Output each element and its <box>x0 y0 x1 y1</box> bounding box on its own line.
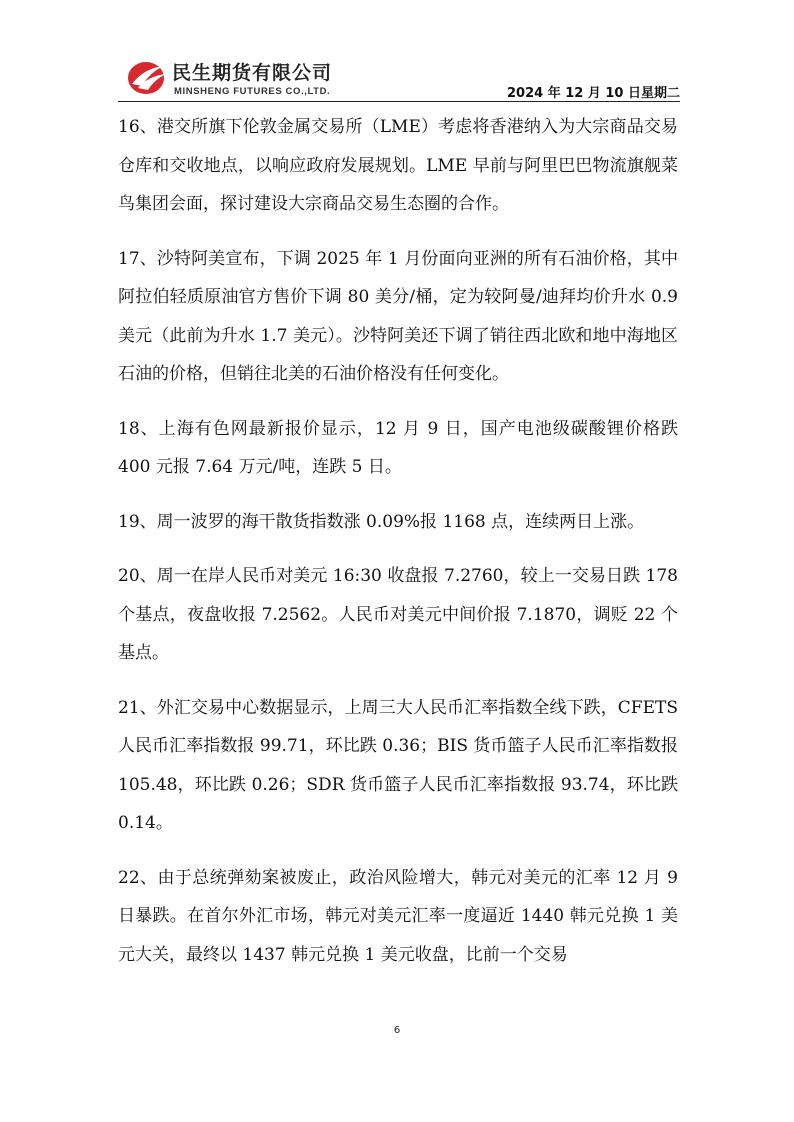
company-name-cn: 民生期货有限公司 <box>172 62 333 84</box>
header-divider <box>118 101 680 103</box>
news-list <box>118 108 678 990</box>
news-item-22: 22、由于总统弹劾案被废止，政治风险增大，韩元对美元的汇率 12 月 9 日暴跌。在首尔外汇市场，韩元对美元汇率一度逼近 1440 韩元兑换 1 美元大关，最终以 1437 韩元兑换 1 美元收盘，比前一个交易 <box>118 867 678 965</box>
minsheng-logo-icon <box>126 58 168 96</box>
news-item-19: 19、周一波罗的海干散货指数涨 0.09%报 1168 点，连续两日上涨。 <box>118 511 645 532</box>
news-item-21: 21、外汇交易中心数据显示，上周三大人民币汇率指数全线下跌，CFETS 人民币汇率指数报 99.71，环比跌 0.36；BIS 货币篮子人民币汇率指数报 105.48，环比跌 0.26；SDR 货币篮子人民币汇率指数报 93.74，环比跌 0.14。 <box>118 697 678 833</box>
page-number: 6 <box>393 1025 401 1036</box>
news-item-18: 18、上海有色网最新报价显示，12 月 9 日，国产电池级碳酸锂价格跌 400 元报 7.64 万元/吨，连跌 5 日。 <box>118 418 678 477</box>
news-item-17: 17、沙特阿美宣布，下调 2025 年 1 月份面向亚洲的所有石油价格，其中阿拉伯轻质原油官方售价下调 80 美分/桶，定为较阿曼/迪拜均价升水 0.9 美元（此前为升水 1.7 美元）。沙特阿美还下调了销往西北欧和地中海地区石油的价格，但销往北美的石油价格没有任何变化。 <box>118 248 678 384</box>
news-item-16: 16、港交所旗下伦敦金属交易所（LME）考虑将香港纳入为大宗商品交易仓库和交收地点，以响应政府发展规划。LME 早前与阿里巴巴物流旗舰菜鸟集团会面，探讨建设大宗商品交易生态圈的合作。 <box>118 117 678 214</box>
company-logo <box>126 56 366 98</box>
report-date: 2024 年 12 月 10 日星期二 <box>507 86 680 101</box>
page-header <box>118 52 680 102</box>
news-item-20: 20、周一在岸人民币对美元 16:30 收盘报 7.2760，较上一交易日跌 178 个基点，夜盘收报 7.2562。人民币对美元中间价报 7.1870，调贬 22 个基点。 <box>118 566 678 663</box>
company-name-en: MINSHENG FUTURES CO.,LTD. <box>174 86 331 97</box>
